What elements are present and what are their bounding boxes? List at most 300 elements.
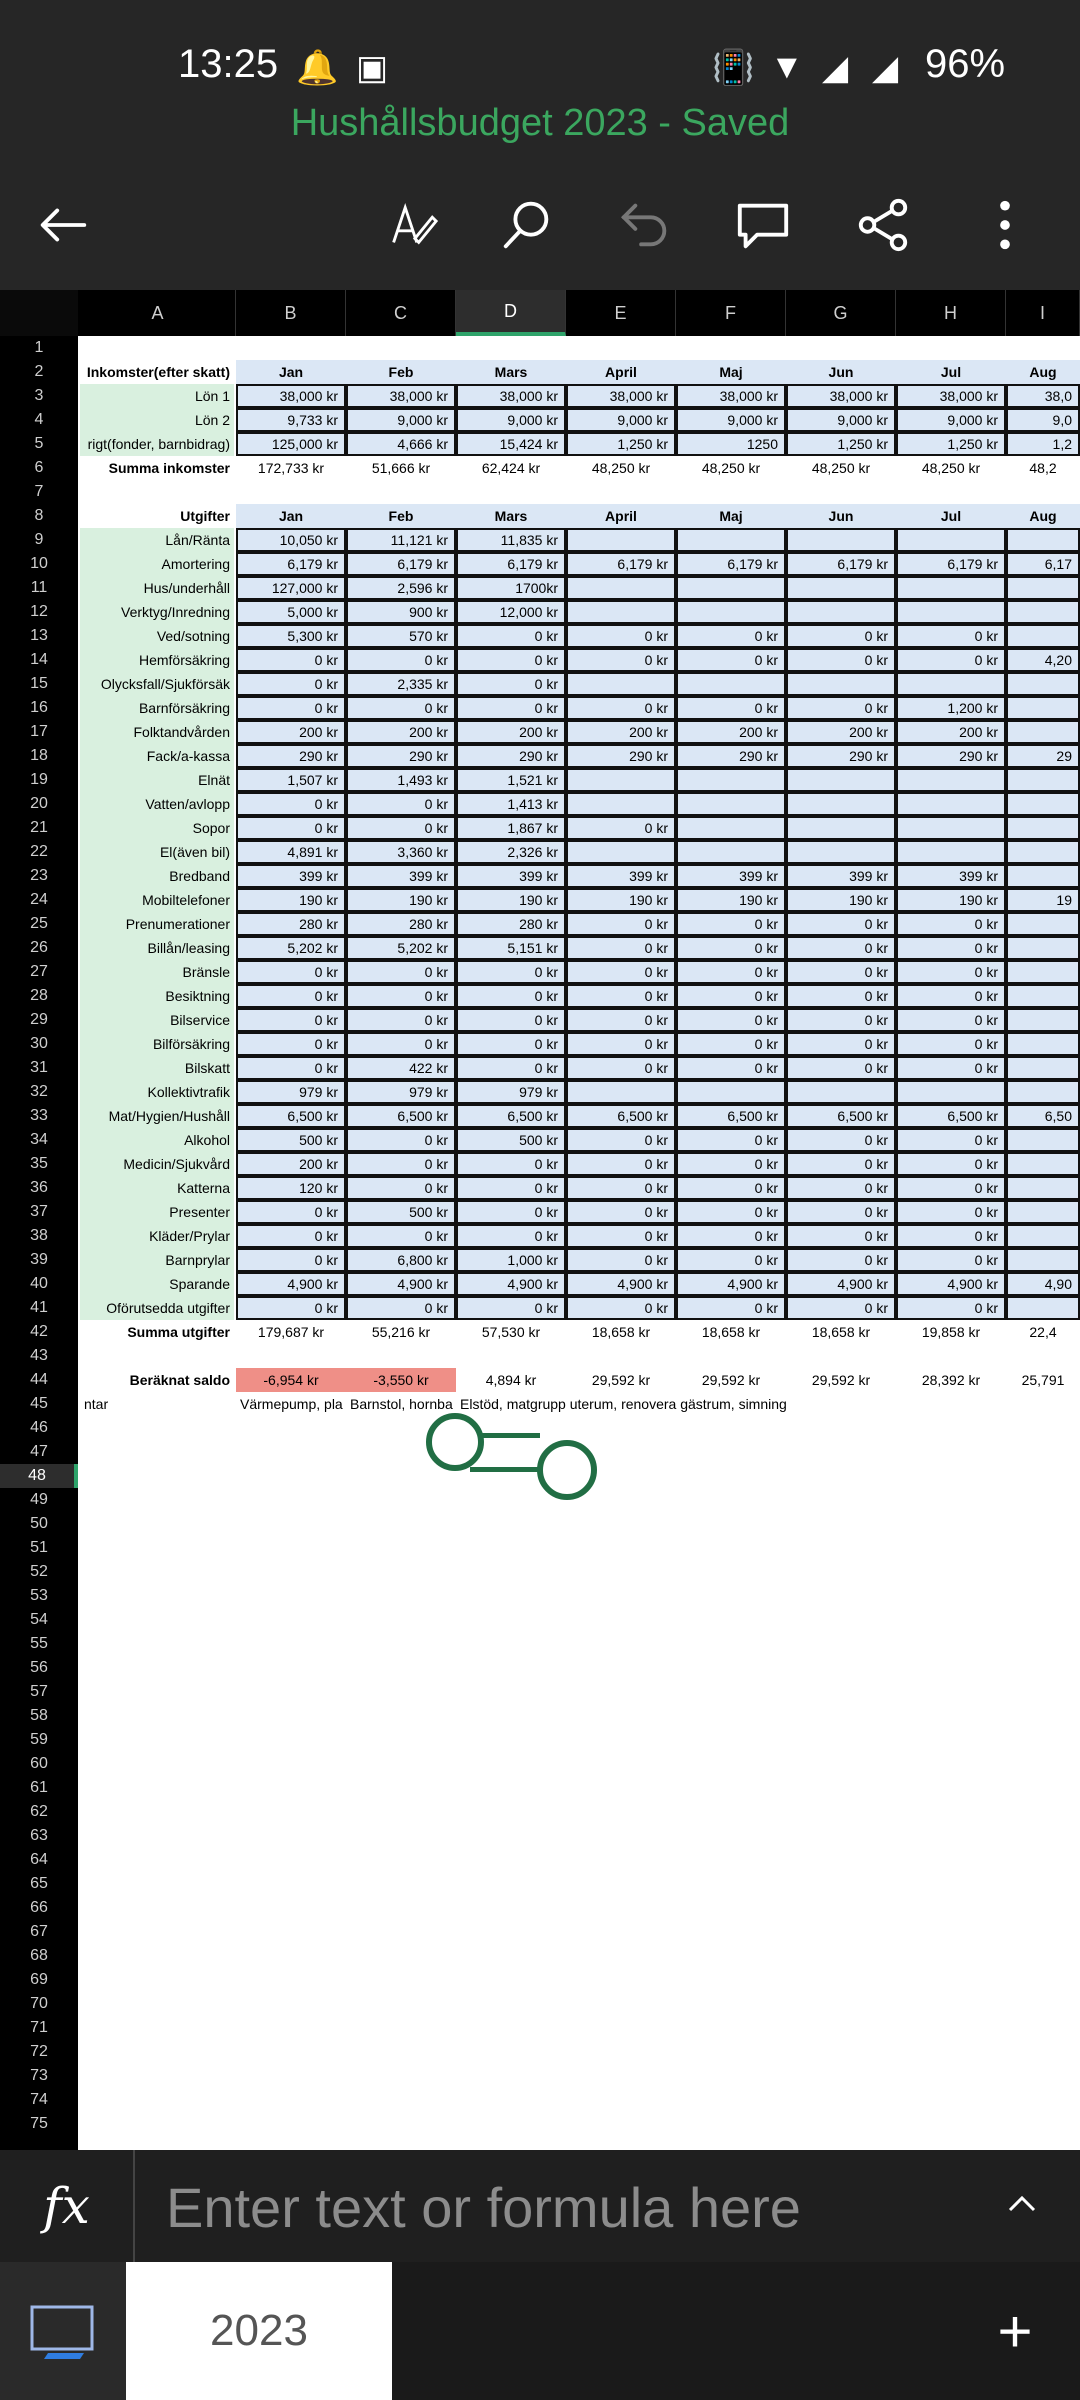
value-cell[interactable]: 290 kr — [456, 744, 566, 768]
value-cell[interactable] — [1006, 1224, 1080, 1248]
value-cell[interactable]: 6,179 kr — [786, 552, 896, 576]
column-header-F[interactable]: F — [676, 290, 786, 336]
value-cell[interactable] — [566, 672, 676, 696]
share-button[interactable] — [848, 190, 918, 260]
total-value-cell[interactable]: 48,2 — [1029, 460, 1057, 476]
value-cell[interactable]: 0 kr — [896, 1176, 1006, 1200]
value-cell[interactable]: 0 kr — [896, 960, 1006, 984]
value-cell[interactable]: 38,0 — [1006, 384, 1080, 408]
row-header-34[interactable]: 34 — [30, 1131, 48, 1148]
value-cell[interactable] — [786, 816, 896, 840]
value-cell[interactable]: 0 kr — [456, 1152, 566, 1176]
row-header-11[interactable]: 11 — [30, 579, 48, 596]
sheet-list-button[interactable] — [0, 2262, 126, 2400]
row-header-56[interactable]: 56 — [30, 1659, 48, 1676]
value-cell[interactable]: 0 kr — [566, 1128, 676, 1152]
row-header-37[interactable]: 37 — [30, 1203, 48, 1220]
row-header-29[interactable]: 29 — [30, 1011, 48, 1028]
value-cell[interactable]: 0 kr — [676, 1056, 786, 1080]
row-label-cell[interactable]: Ved/sotning — [156, 628, 230, 644]
row-header-21[interactable]: 21 — [30, 819, 48, 836]
row-header-74[interactable]: 74 — [30, 2091, 48, 2108]
value-cell[interactable]: 0 kr — [566, 1152, 676, 1176]
row-header-51[interactable]: 51 — [30, 1539, 48, 1556]
row-header-46[interactable]: 46 — [30, 1419, 48, 1436]
value-cell[interactable] — [896, 792, 1006, 816]
value-cell[interactable] — [896, 576, 1006, 600]
value-cell[interactable] — [896, 528, 1006, 552]
value-cell[interactable]: 0 kr — [676, 1248, 786, 1272]
undo-button[interactable] — [610, 190, 680, 260]
value-cell[interactable] — [1006, 816, 1080, 840]
value-cell[interactable]: 0 kr — [676, 1128, 786, 1152]
month-header-cell[interactable]: Mars — [456, 360, 566, 384]
row-header-39[interactable]: 39 — [30, 1251, 48, 1268]
value-cell[interactable]: 0 kr — [676, 696, 786, 720]
value-cell[interactable]: 10,050 kr — [236, 528, 346, 552]
value-cell[interactable]: 0 kr — [566, 1248, 676, 1272]
row-header-7[interactable]: 7 — [34, 483, 44, 500]
value-cell[interactable]: 5,202 kr — [346, 936, 456, 960]
value-cell[interactable]: 4,900 kr — [786, 1272, 896, 1296]
value-cell[interactable]: 11,835 kr — [456, 528, 566, 552]
value-cell[interactable]: 0 kr — [346, 1008, 456, 1032]
value-cell[interactable]: 5,151 kr — [456, 936, 566, 960]
value-cell[interactable]: 38,000 kr — [786, 384, 896, 408]
value-cell[interactable]: 0 kr — [676, 648, 786, 672]
column-header-G[interactable]: G — [786, 290, 896, 336]
total-value-cell[interactable]: 48,250 kr — [701, 460, 761, 476]
search-button[interactable] — [492, 190, 562, 260]
value-cell[interactable]: 0 kr — [786, 912, 896, 936]
total-value-cell[interactable]: 179,687 kr — [257, 1324, 325, 1340]
value-cell[interactable]: 0 kr — [676, 1224, 786, 1248]
row-header-42[interactable]: 42 — [30, 1323, 48, 1340]
row-header-43[interactable]: 43 — [30, 1347, 48, 1364]
month-header-cell[interactable]: Jun — [786, 504, 896, 528]
value-cell[interactable] — [1006, 1128, 1080, 1152]
value-cell[interactable]: 0 kr — [456, 624, 566, 648]
block-header-label[interactable]: Inkomster(efter skatt) — [86, 364, 230, 380]
value-cell[interactable]: 120 kr — [236, 1176, 346, 1200]
row-header-16[interactable]: 16 — [30, 699, 48, 716]
value-cell[interactable]: 500 kr — [456, 1128, 566, 1152]
value-cell[interactable]: 0 kr — [896, 1032, 1006, 1056]
value-cell[interactable]: 0 kr — [896, 984, 1006, 1008]
value-cell[interactable]: 0 kr — [896, 1248, 1006, 1272]
row-label-cell[interactable]: Bredband — [169, 868, 230, 884]
add-sheet-button[interactable]: + — [997, 2297, 1033, 2365]
column-header-C[interactable]: C — [346, 290, 456, 336]
row-header-44[interactable]: 44 — [30, 1371, 48, 1388]
row-label-cell[interactable]: Olycksfall/Sjukförsäk — [100, 676, 230, 692]
value-cell[interactable]: 0 kr — [236, 1248, 346, 1272]
value-cell[interactable]: 11,121 kr — [346, 528, 456, 552]
row-label-cell[interactable]: rigt(fonder, barnbidrag) — [87, 436, 230, 452]
value-cell[interactable] — [566, 576, 676, 600]
value-cell[interactable]: 6,500 kr — [566, 1104, 676, 1128]
month-header-cell[interactable]: Aug — [1006, 360, 1080, 384]
balance-value-cell[interactable]: -3,550 kr — [346, 1368, 456, 1392]
value-cell[interactable]: 9,000 kr — [786, 408, 896, 432]
value-cell[interactable]: 399 kr — [346, 864, 456, 888]
value-cell[interactable] — [1006, 864, 1080, 888]
value-cell[interactable]: 0 kr — [456, 1296, 566, 1320]
row-header-50[interactable]: 50 — [30, 1515, 48, 1532]
row-header-58[interactable]: 58 — [30, 1707, 48, 1724]
value-cell[interactable] — [896, 768, 1006, 792]
value-cell[interactable] — [1006, 1008, 1080, 1032]
row-label-cell[interactable]: Bränsle — [182, 964, 230, 980]
value-cell[interactable] — [786, 576, 896, 600]
value-cell[interactable]: 0 kr — [346, 696, 456, 720]
row-label-cell[interactable]: Hus/underhåll — [143, 580, 230, 596]
row-header-19[interactable]: 19 — [30, 771, 48, 788]
value-cell[interactable] — [1006, 1032, 1080, 1056]
value-cell[interactable]: 0 kr — [566, 1176, 676, 1200]
value-cell[interactable] — [1006, 984, 1080, 1008]
row-header-69[interactable]: 69 — [30, 1971, 48, 1988]
row-label-cell[interactable]: Sopor — [192, 820, 230, 836]
value-cell[interactable]: 4,900 kr — [346, 1272, 456, 1296]
column-header-H[interactable]: H — [896, 290, 1006, 336]
row-label-cell[interactable]: Lön 2 — [194, 412, 230, 428]
total-label-cell[interactable]: Summa utgifter — [127, 1324, 230, 1340]
value-cell[interactable]: 4,900 kr — [676, 1272, 786, 1296]
value-cell[interactable]: 0 kr — [676, 912, 786, 936]
value-cell[interactable] — [676, 816, 786, 840]
value-cell[interactable]: 0 kr — [236, 672, 346, 696]
row-header-67[interactable]: 67 — [30, 1923, 48, 1940]
value-cell[interactable]: 6,500 kr — [786, 1104, 896, 1128]
function-icon[interactable]: fx — [0, 2150, 135, 2262]
value-cell[interactable]: 280 kr — [236, 912, 346, 936]
row-header-18[interactable]: 18 — [30, 747, 48, 764]
value-cell[interactable]: 0 kr — [676, 960, 786, 984]
value-cell[interactable]: 5,300 kr — [236, 624, 346, 648]
value-cell[interactable] — [1006, 528, 1080, 552]
value-cell[interactable]: 0 kr — [676, 936, 786, 960]
value-cell[interactable]: 0 kr — [236, 960, 346, 984]
value-cell[interactable]: 0 kr — [786, 648, 896, 672]
value-cell[interactable]: 1,867 kr — [456, 816, 566, 840]
row-label-cell[interactable]: Lön 1 — [194, 388, 230, 404]
value-cell[interactable] — [1006, 912, 1080, 936]
balance-value-cell[interactable]: 4,894 kr — [485, 1372, 537, 1388]
value-cell[interactable]: 0 kr — [456, 648, 566, 672]
value-cell[interactable] — [566, 840, 676, 864]
value-cell[interactable] — [786, 600, 896, 624]
value-cell[interactable]: 0 kr — [566, 1296, 676, 1320]
more-options-button[interactable] — [970, 190, 1040, 260]
value-cell[interactable]: 0 kr — [456, 696, 566, 720]
row-label-cell[interactable]: Billån/leasing — [147, 940, 230, 956]
value-cell[interactable]: 127,000 kr — [236, 576, 346, 600]
value-cell[interactable]: 1,250 kr — [786, 432, 896, 456]
value-cell[interactable]: 399 kr — [456, 864, 566, 888]
drawn-circle-left[interactable] — [426, 1413, 484, 1471]
month-header-cell[interactable]: Jul — [896, 360, 1006, 384]
value-cell[interactable] — [566, 528, 676, 552]
value-cell[interactable]: 280 kr — [456, 912, 566, 936]
row-label-cell[interactable]: Mobiltelefoner — [142, 892, 230, 908]
value-cell[interactable]: 0 kr — [566, 1032, 676, 1056]
value-cell[interactable]: 0 kr — [676, 1296, 786, 1320]
value-cell[interactable]: 1,413 kr — [456, 792, 566, 816]
draw-button[interactable] — [376, 190, 446, 260]
row-header-38[interactable]: 38 — [30, 1227, 48, 1244]
row-label-cell[interactable]: Sparande — [169, 1276, 230, 1292]
row-label-cell[interactable]: Katterna — [177, 1180, 230, 1196]
value-cell[interactable] — [786, 528, 896, 552]
value-cell[interactable] — [786, 1080, 896, 1104]
select-all-corner[interactable] — [0, 290, 78, 336]
row-header-54[interactable]: 54 — [30, 1611, 48, 1628]
row-label-cell[interactable]: Bilskatt — [184, 1060, 230, 1076]
row-header-53[interactable]: 53 — [30, 1587, 48, 1604]
value-cell[interactable]: 0 kr — [786, 1056, 896, 1080]
row-header-57[interactable]: 57 — [30, 1683, 48, 1700]
value-cell[interactable]: 0 kr — [896, 648, 1006, 672]
value-cell[interactable] — [676, 600, 786, 624]
value-cell[interactable]: 190 kr — [566, 888, 676, 912]
row-header-40[interactable]: 40 — [30, 1275, 48, 1292]
value-cell[interactable]: 0 kr — [566, 960, 676, 984]
value-cell[interactable]: 200 kr — [566, 720, 676, 744]
value-cell[interactable]: 290 kr — [676, 744, 786, 768]
value-cell[interactable]: 1,493 kr — [346, 768, 456, 792]
value-cell[interactable]: 290 kr — [896, 744, 1006, 768]
row-header-8[interactable]: 8 — [34, 507, 44, 524]
value-cell[interactable]: 0 kr — [676, 1200, 786, 1224]
value-cell[interactable] — [1006, 768, 1080, 792]
month-header-cell[interactable]: April — [566, 504, 676, 528]
value-cell[interactable] — [1006, 672, 1080, 696]
row-header-71[interactable]: 71 — [30, 2019, 48, 2036]
row-header-61[interactable]: 61 — [30, 1779, 48, 1796]
value-cell[interactable]: 0 kr — [566, 1008, 676, 1032]
value-cell[interactable]: 0 kr — [786, 1128, 896, 1152]
value-cell[interactable]: 1,250 kr — [566, 432, 676, 456]
value-cell[interactable]: 9,000 kr — [676, 408, 786, 432]
value-cell[interactable]: 6,500 kr — [346, 1104, 456, 1128]
value-cell[interactable]: 1,250 kr — [896, 432, 1006, 456]
value-cell[interactable]: 0 kr — [786, 960, 896, 984]
value-cell[interactable] — [896, 816, 1006, 840]
value-cell[interactable]: 0 kr — [896, 1296, 1006, 1320]
value-cell[interactable]: 979 kr — [346, 1080, 456, 1104]
row-header-4[interactable]: 4 — [34, 411, 44, 428]
value-cell[interactable]: 29 — [1006, 744, 1080, 768]
value-cell[interactable]: 290 kr — [566, 744, 676, 768]
value-cell[interactable]: 0 kr — [896, 1200, 1006, 1224]
row-header-73[interactable]: 73 — [30, 2067, 48, 2084]
value-cell[interactable]: 9,733 kr — [236, 408, 346, 432]
column-header-E[interactable]: E — [566, 290, 676, 336]
value-cell[interactable] — [676, 792, 786, 816]
value-cell[interactable]: 6,179 kr — [676, 552, 786, 576]
column-header-I[interactable]: I — [1006, 290, 1080, 336]
value-cell[interactable]: 0 kr — [456, 1056, 566, 1080]
value-cell[interactable]: 6,800 kr — [346, 1248, 456, 1272]
value-cell[interactable]: 2,335 kr — [346, 672, 456, 696]
row-label-cell[interactable]: Oförutsedda utgifter — [106, 1300, 230, 1316]
row-label-cell[interactable]: Bilservice — [170, 1012, 230, 1028]
value-cell[interactable]: 0 kr — [346, 1176, 456, 1200]
value-cell[interactable]: 422 kr — [346, 1056, 456, 1080]
value-cell[interactable]: 190 kr — [456, 888, 566, 912]
row-label-cell[interactable]: Barnprylar — [165, 1252, 230, 1268]
row-header-13[interactable]: 13 — [30, 627, 48, 644]
value-cell[interactable]: 0 kr — [786, 1200, 896, 1224]
row-header-52[interactable]: 52 — [30, 1563, 48, 1580]
row-header-35[interactable]: 35 — [30, 1155, 48, 1172]
row-header-15[interactable]: 15 — [30, 675, 48, 692]
row-label-cell[interactable]: Vatten/avlopp — [145, 796, 230, 812]
row-label-cell[interactable]: Verktyg/Inredning — [121, 604, 230, 620]
value-cell[interactable]: 3,360 kr — [346, 840, 456, 864]
value-cell[interactable]: 0 kr — [786, 696, 896, 720]
value-cell[interactable]: 0 kr — [786, 984, 896, 1008]
value-cell[interactable]: 0 kr — [456, 984, 566, 1008]
row-header-24[interactable]: 24 — [30, 891, 48, 908]
value-cell[interactable]: 399 kr — [566, 864, 676, 888]
value-cell[interactable] — [786, 768, 896, 792]
value-cell[interactable]: 0 kr — [566, 936, 676, 960]
note-cell-c[interactable]: Barnstol, hornba — [350, 1396, 453, 1412]
value-cell[interactable]: 2,596 kr — [346, 576, 456, 600]
row-header-14[interactable]: 14 — [30, 651, 48, 668]
row-header-20[interactable]: 20 — [30, 795, 48, 812]
value-cell[interactable]: 0 kr — [346, 816, 456, 840]
row-header-75[interactable]: 75 — [30, 2115, 48, 2132]
month-header-cell[interactable]: April — [566, 360, 676, 384]
row-label-cell[interactable]: Besiktning — [165, 988, 230, 1004]
row-label-cell[interactable]: Fack/a-kassa — [146, 748, 230, 764]
value-cell[interactable]: 0 kr — [896, 1152, 1006, 1176]
row-header-41[interactable]: 41 — [30, 1299, 48, 1316]
value-cell[interactable]: 0 kr — [346, 1224, 456, 1248]
value-cell[interactable]: 0 kr — [566, 1200, 676, 1224]
value-cell[interactable]: 399 kr — [236, 864, 346, 888]
value-cell[interactable] — [786, 672, 896, 696]
value-cell[interactable] — [1006, 840, 1080, 864]
total-value-cell[interactable]: 48,250 kr — [921, 460, 981, 476]
month-header-cell[interactable]: Aug — [1006, 504, 1080, 528]
value-cell[interactable]: 15,424 kr — [456, 432, 566, 456]
value-cell[interactable]: 4,891 kr — [236, 840, 346, 864]
balance-value-cell[interactable]: 28,392 kr — [921, 1372, 981, 1388]
value-cell[interactable] — [786, 792, 896, 816]
month-header-cell[interactable]: Maj — [676, 360, 786, 384]
value-cell[interactable]: 399 kr — [676, 864, 786, 888]
formula-input[interactable] — [164, 2170, 988, 2244]
value-cell[interactable] — [1006, 1056, 1080, 1080]
total-value-cell[interactable]: 19,858 kr — [921, 1324, 981, 1340]
value-cell[interactable]: 0 kr — [896, 936, 1006, 960]
value-cell[interactable]: 2,326 kr — [456, 840, 566, 864]
value-cell[interactable]: 0 kr — [236, 1032, 346, 1056]
balance-value-cell[interactable]: 25,791 — [1021, 1372, 1065, 1388]
column-header-D[interactable]: D — [456, 290, 566, 336]
total-value-cell[interactable]: 62,424 kr — [481, 460, 541, 476]
value-cell[interactable]: 0 kr — [236, 696, 346, 720]
value-cell[interactable]: 0 kr — [786, 1248, 896, 1272]
value-cell[interactable]: 0 kr — [236, 816, 346, 840]
row-header-31[interactable]: 31 — [30, 1059, 48, 1076]
row-header-1[interactable]: 1 — [34, 339, 44, 356]
month-header-cell[interactable]: Mars — [456, 504, 566, 528]
row-header-5[interactable]: 5 — [34, 435, 44, 452]
value-cell[interactable]: 0 kr — [566, 696, 676, 720]
row-header-3[interactable]: 3 — [34, 387, 44, 404]
value-cell[interactable]: 5,000 kr — [236, 600, 346, 624]
row-label-cell[interactable]: Mat/Hygien/Hushåll — [108, 1108, 230, 1124]
value-cell[interactable]: 0 kr — [456, 960, 566, 984]
note-cell-b[interactable]: Värmepump, pla — [240, 1396, 343, 1412]
row-header-32[interactable]: 32 — [30, 1083, 48, 1100]
row-label-cell[interactable]: Kläder/Prylar — [149, 1228, 230, 1244]
value-cell[interactable]: 290 kr — [786, 744, 896, 768]
row-label-cell[interactable]: Hemförsäkring — [138, 652, 230, 668]
value-cell[interactable]: 0 kr — [786, 936, 896, 960]
value-cell[interactable]: 0 kr — [896, 624, 1006, 648]
value-cell[interactable] — [1006, 1176, 1080, 1200]
value-cell[interactable]: 190 kr — [786, 888, 896, 912]
value-cell[interactable] — [1006, 696, 1080, 720]
value-cell[interactable]: 6,179 kr — [566, 552, 676, 576]
row-header-59[interactable]: 59 — [30, 1731, 48, 1748]
value-cell[interactable]: 0 kr — [456, 1032, 566, 1056]
value-cell[interactable] — [1006, 936, 1080, 960]
row-header-45[interactable]: 45 — [30, 1395, 48, 1412]
total-value-cell[interactable]: 18,658 kr — [591, 1324, 651, 1340]
value-cell[interactable] — [896, 1080, 1006, 1104]
value-cell[interactable]: 200 kr — [456, 720, 566, 744]
row-header-2[interactable]: 2 — [34, 363, 44, 380]
month-header-cell[interactable]: Jan — [236, 360, 346, 384]
value-cell[interactable]: 4,900 kr — [236, 1272, 346, 1296]
value-cell[interactable]: 4,900 kr — [566, 1272, 676, 1296]
value-cell[interactable]: 0 kr — [456, 1176, 566, 1200]
note-cell-a[interactable]: ntar — [84, 1396, 109, 1412]
value-cell[interactable]: 1250 — [676, 432, 786, 456]
value-cell[interactable]: 0 kr — [236, 648, 346, 672]
value-cell[interactable]: 0 kr — [456, 1200, 566, 1224]
value-cell[interactable] — [1006, 600, 1080, 624]
value-cell[interactable] — [566, 792, 676, 816]
row-header-48[interactable]: 48 — [0, 1464, 78, 1488]
value-cell[interactable] — [1006, 1152, 1080, 1176]
value-cell[interactable]: 900 kr — [346, 600, 456, 624]
value-cell[interactable]: 0 kr — [236, 1056, 346, 1080]
value-cell[interactable]: 0 kr — [676, 1152, 786, 1176]
value-cell[interactable]: 190 kr — [346, 888, 456, 912]
value-cell[interactable]: 200 kr — [346, 720, 456, 744]
value-cell[interactable]: 979 kr — [456, 1080, 566, 1104]
value-cell[interactable]: 6,500 kr — [456, 1104, 566, 1128]
balance-value-cell[interactable]: 29,592 kr — [811, 1372, 871, 1388]
value-cell[interactable]: 38,000 kr — [346, 384, 456, 408]
value-cell[interactable]: 200 kr — [236, 720, 346, 744]
value-cell[interactable]: 125,000 kr — [236, 432, 346, 456]
value-cell[interactable] — [896, 672, 1006, 696]
value-cell[interactable] — [1006, 792, 1080, 816]
value-cell[interactable]: 0 kr — [346, 960, 456, 984]
balance-value-cell[interactable]: -6,954 kr — [236, 1368, 346, 1392]
column-header-B[interactable]: B — [236, 290, 346, 336]
value-cell[interactable]: 190 kr — [236, 888, 346, 912]
